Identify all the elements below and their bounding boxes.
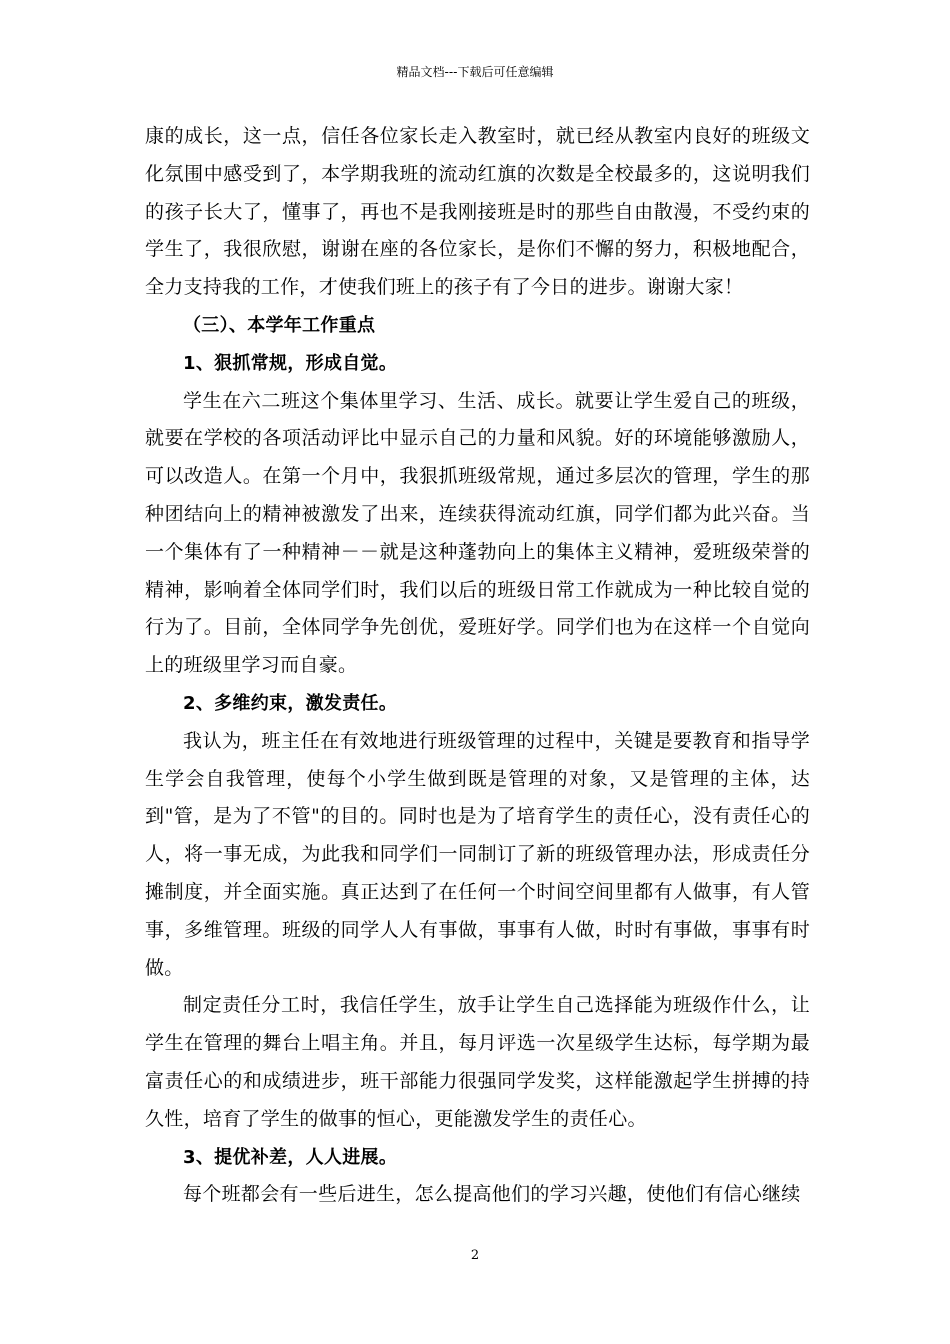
paragraph-responsibility: 我认为，班主任在有效地进行班级管理的过程中，关键是要教育和指导学生学会自我管理，使每个小学生做到既是管理的对象，又是管理的主体，达到"管，是为了不管"的目的。同时也是为了培育学生的责任心，没有责任心的人，将一事无成，为此我和同学们一同制订了新的班级管理办法，形成责任分摊制度，并全面实施。真正达到了在任何一个时间空间里都有人做事，有人管事，多维管理。班级的同学人人有事做，事事有人做，时时有事做，事事有时做。 [145,729,810,979]
page-number: 2 [470,1248,480,1263]
page-header: 精品文档---下载后可任意编辑 [396,65,554,79]
section-heading: （三）、本学年工作重点 [183,314,376,336]
paragraph-intro-continuation: 康的成长，这一点，信任各位家长走入教室时，就已经从教室内良好的班级文化氛围中感受到了，本学期我班的流动红旗的次数是全校最多的，这说明我们的孩子长大了，懂事了，再也不是我刚接班是时的那些自由散漫，不受约束的学生了，我很欣慰，谢谢在座的各位家长，是你们不懈的努力，积极地配合，全力支持我的工作，才使我们班上的孩子有了今日的进步。谢谢大家！ [145,125,810,299]
paragraph-underachievers: 每个班都会有一些后进生，怎么提高他们的学习兴趣，使他们有信心继续 [183,1183,801,1206]
paragraph-division-of-labor: 制定责任分工时，我信任学生，放手让学生自己选择能为班级作什么，让学生在管理的舞台上唱主角。并且，每月评选一次星级学生达标，每学期为最富责任心的和成绩进步，班干部能力很强同学发奖，这样能激起学生拼搏的持久性，培育了学生的做事的恒心，更能激发学生的责任心。 [145,994,810,1130]
subheading-3: 3、提优补差，人人进展。 [183,1146,398,1168]
subheading-1: 1、狠抓常规，形成自觉。 [183,352,398,374]
subheading-2: 2、多维约束，激发责任。 [183,692,398,714]
paragraph-routine: 学生在六二班这个集体里学习、生活、成长。就要让学生爱自己的班级，就要在学校的各项活动评比中显示自己的力量和风貌。好的环境能够激励人，可以改造人。在第一个月中，我狠抓班级常规，通过多层次的管理，学生的那种团结向上的精神被激发了出来，连续获得流动红旗，同学们都为此兴奋。当一个集体有了一种精神－－就是这种蓬勃向上的集体主义精神，爱班级荣誉的精神，影响着全体同学们时，我们以后的班级日常工作就成为一种比较自觉的行为了。目前，全体同学争先创优，爱班好学。同学们也为在这样一个自觉向上的班级里学习而自豪。 [145,389,810,677]
document-body [145,118,810,1214]
